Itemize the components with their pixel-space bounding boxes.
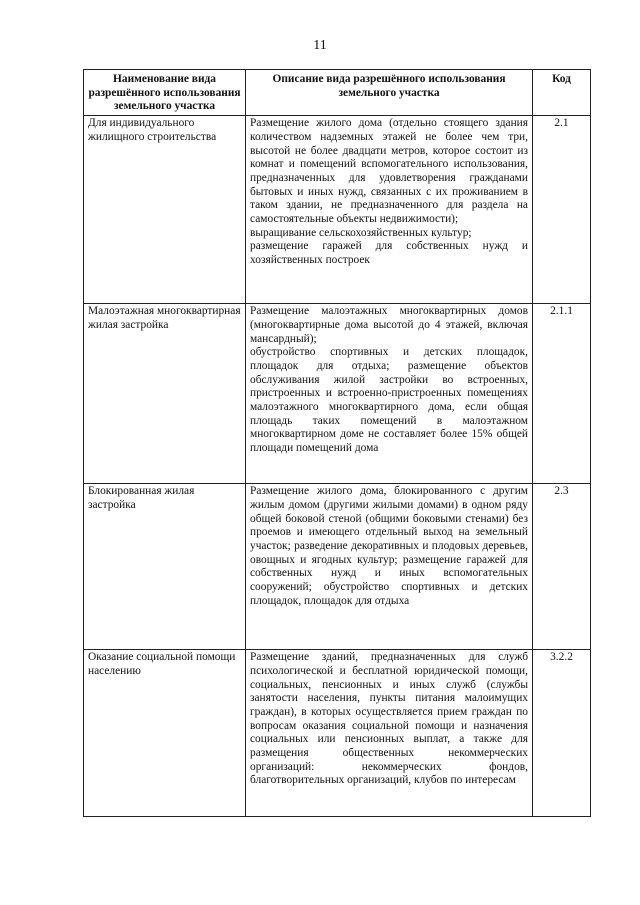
description-line: Размещение жилого дома (отдельно стоящего здания количеством надземных этажей не более чем три, высотой не более двадцати метров, которое состоит из комнат и помещений вспомогательного использования, предназначенных для удовлетворения гражданами бытовых и иных нужд, связанных с их проживанием в таком здании, не предназначенного для раздела на самостоятельные объекты недвижимости);: [250, 117, 528, 226]
row-name: Малоэтажная многоквартирная жилая застройка: [84, 304, 246, 484]
row-name: Блокированная жилая застройка: [84, 484, 246, 650]
page-number: 11: [313, 38, 327, 53]
header-name: Наименование вида разрешённого использования земельного участка: [84, 70, 246, 116]
row-code: 2.1.1: [533, 304, 591, 484]
row-description: [246, 484, 533, 650]
row-code: 2.3: [533, 484, 591, 650]
row-description: [246, 116, 533, 304]
row-description: [246, 304, 533, 484]
header-code: Код: [533, 70, 591, 116]
description-line: обустройство спортивных и детских площадок, площадок для отдыха; размещение объектов обслуживания жилой застройки во встроенных, пристроенных и встроенно-пристроенных помещениях малоэтажного многоквартирного дома, если общая площадь таких помещений в малоэтажном многоквартирном доме не составляет более 15% общей площади помещений дома: [250, 346, 528, 455]
table-row: [84, 484, 591, 650]
row-name: Оказание социальной помощи населению: [84, 650, 246, 817]
row-code: 2.1: [533, 116, 591, 304]
description-line: Размещение малоэтажных многоквартирных домов (многоквартирные дома высотой до 4 этажей, включая мансардный);: [250, 305, 528, 345]
header-description: Описание вида разрешённого использования земельного участка: [246, 70, 533, 116]
table-header-row: [84, 70, 591, 116]
description-line: размещение гаражей для собственных нужд и хозяйственных построек: [250, 240, 528, 267]
table-row: [84, 304, 591, 484]
row-code: 3.2.2: [533, 650, 591, 817]
table-row: [84, 116, 591, 304]
land-use-table: [83, 69, 591, 817]
row-name: Для индивидуального жилищного строительства: [84, 116, 246, 304]
row-description: [246, 650, 533, 817]
table-row: [84, 650, 591, 817]
description-line: Размещение жилого дома, блокированного с другим жилым домом (другими жилыми домами) в одном ряду общей боковой стеной (общими боковыми стенами) без проемов и имеющего отдельный выход на земельный участок; разведение декоративных и плодовых деревьев, овощных и ягодных культур; размещение гаражей для собственных нужд и иных вспомогательных сооружений; обустройство спортивных и детских площадок, площадок для отдыха: [250, 485, 528, 607]
description-line: Размещение зданий, предназначенных для служб психологической и бесплатной юридической помощи, социальных, пенсионных и иных служб (службы занятости населения, пункты питания малоимущих граждан), в которых осуществляется прием граждан по вопросам оказания социальной помощи и назначения социальных или пенсионных выплат, а также для размещения общественных некоммерческих организаций: некоммерческих фондов, благотворительных организаций, клубов по интересам: [250, 651, 528, 787]
description-line: выращивание сельскохозяйственных культур;: [250, 226, 472, 239]
